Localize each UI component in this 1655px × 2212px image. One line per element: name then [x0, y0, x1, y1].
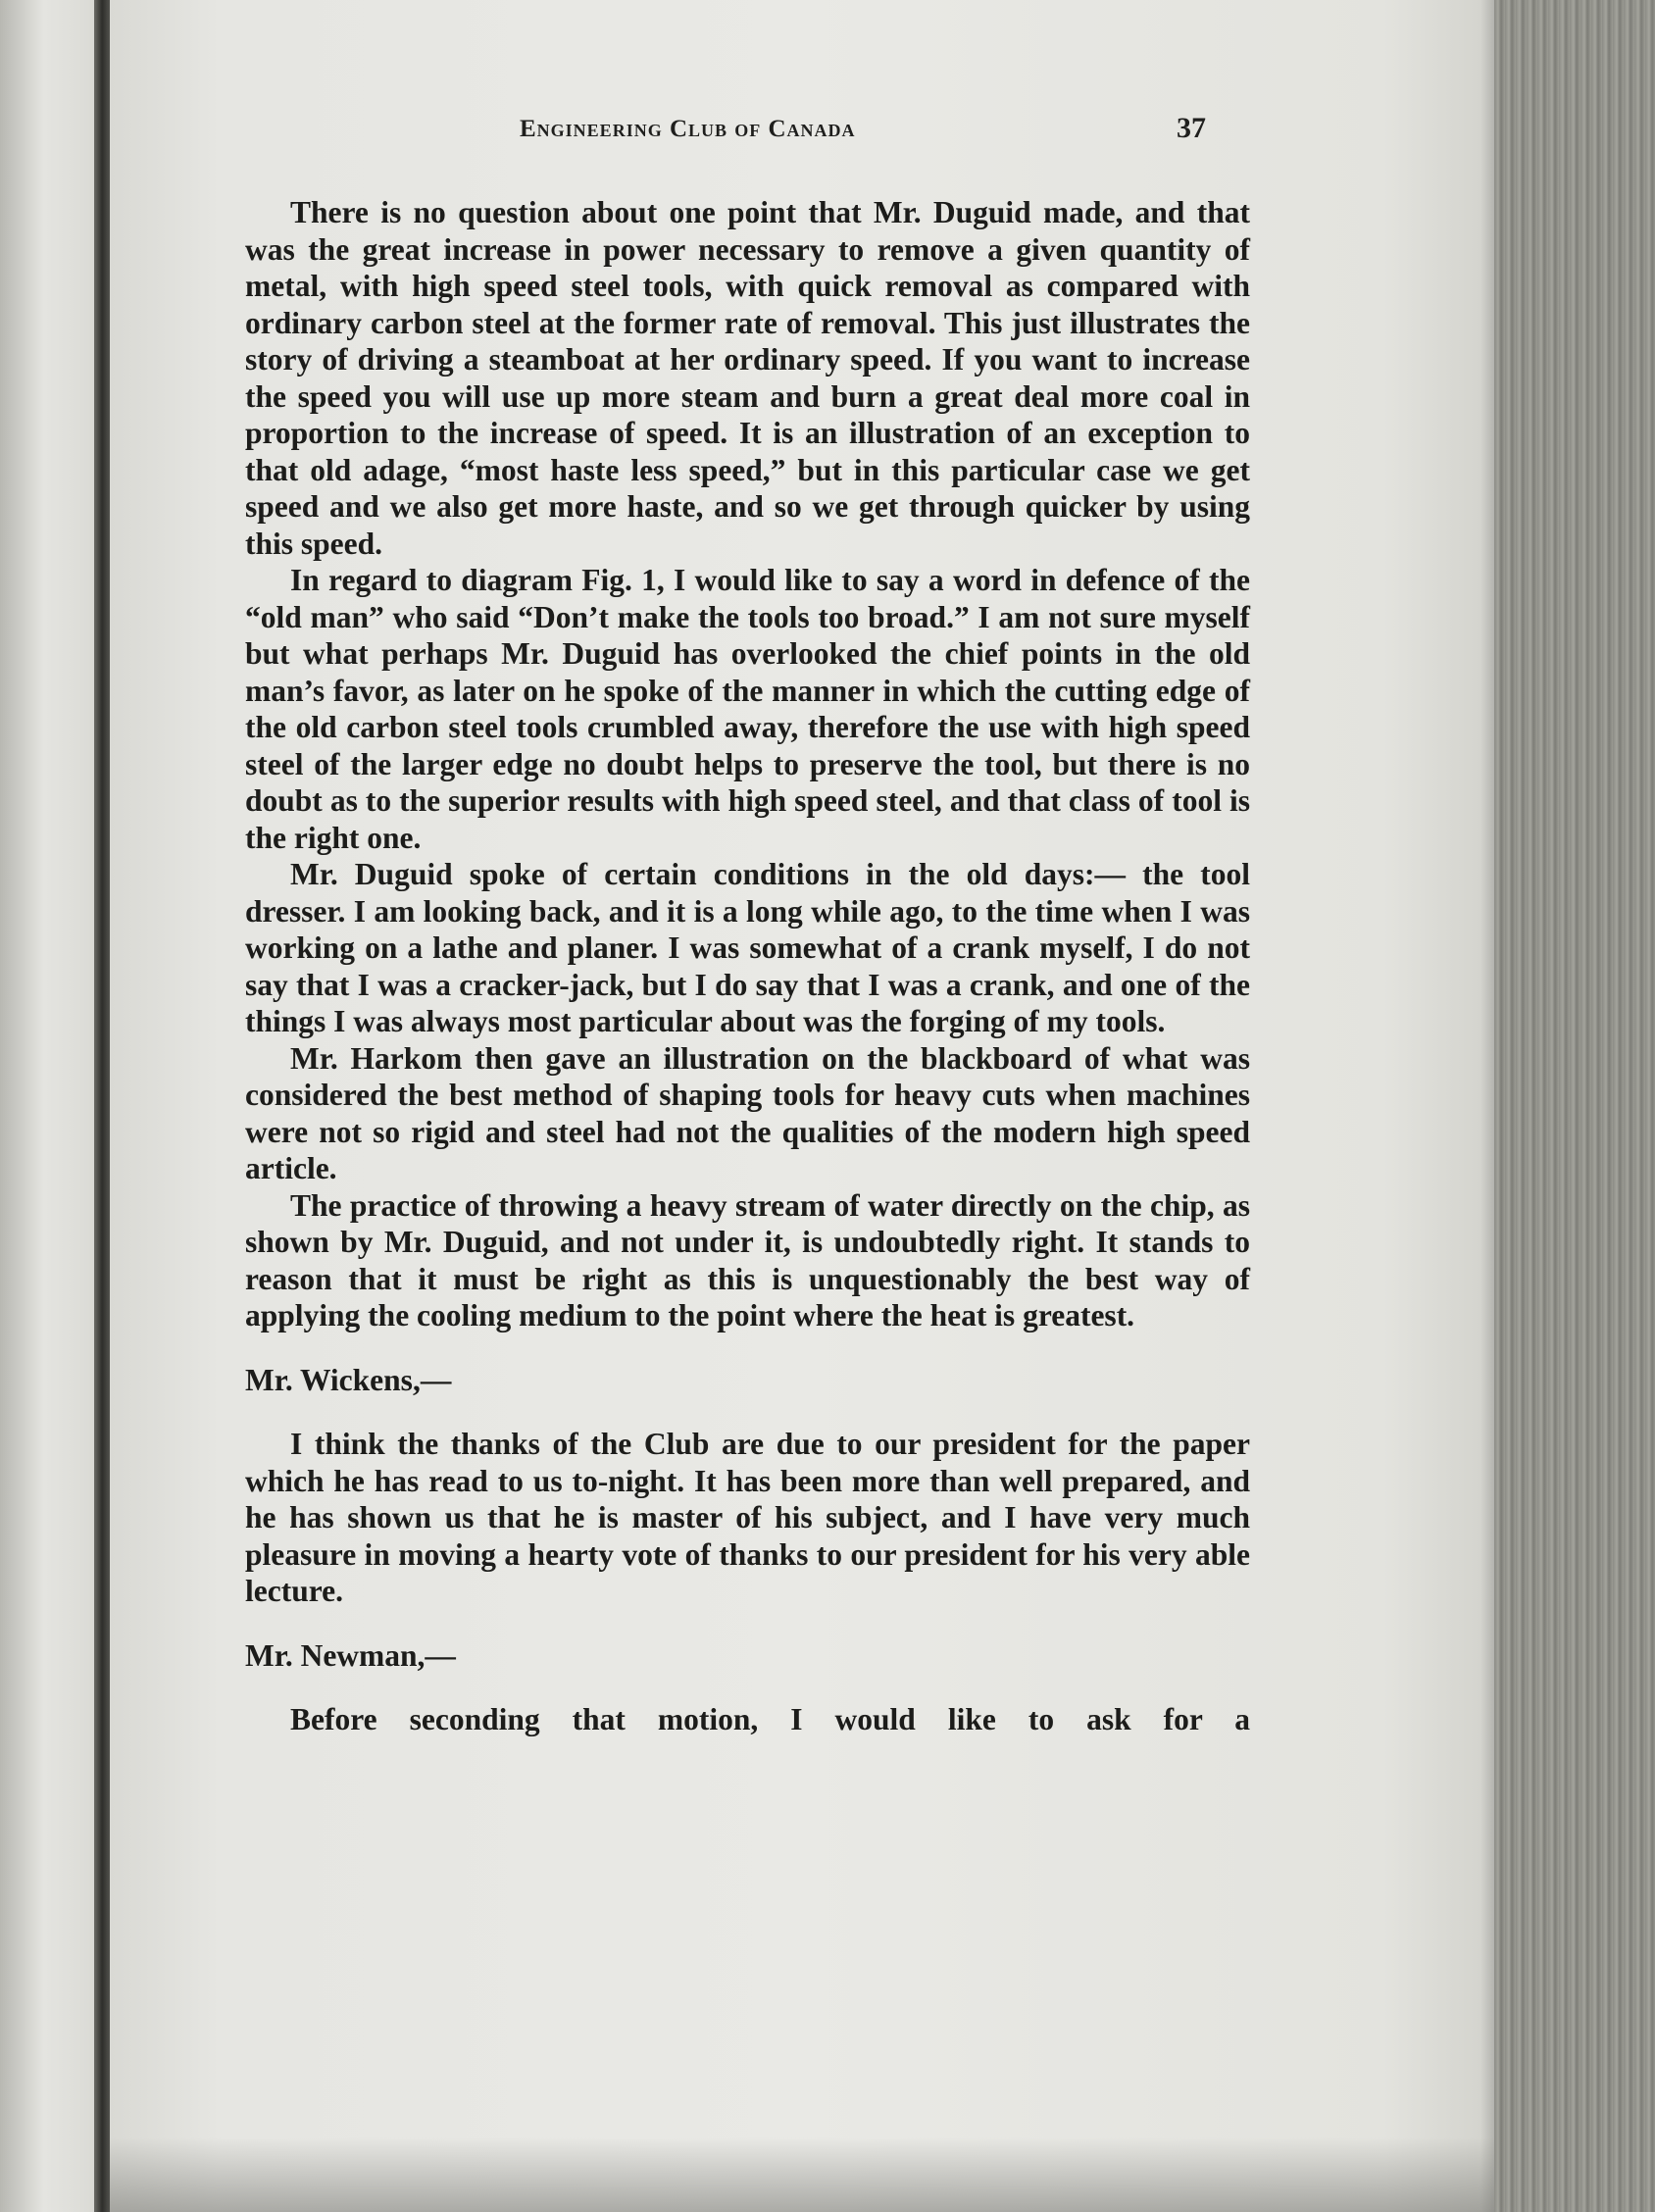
page-header [520, 112, 1206, 155]
page-body [245, 194, 1250, 1738]
paragraph-1: There is no question about one point that Mr. Duguid made, and that was the great increase in power necessary to remove a given quantity of metal, with high speed steel tools, with quick removal as compared with ordinary carbon steel at the former rate of removal. This just illustrates the story of driving a steamboat at her ordinary speed. If you want to increase the speed you will use up more steam and burn a great deal more coal in proportion to the increase of speed. It is an illustration of an exception to that old adage, “most haste less speed,” but in this particular case we get speed and we also get more haste, and so we get through quicker by using this speed. [245, 195, 1250, 561]
paragraph-wickens: I think the thanks of the Club are due to our president for the paper which he has read to us to-night. It has been more than well prepared, and he has shown us that he is master of his subject, and I have very much pleasure in moving a hearty vote of thanks to our president for his very able lecture. [245, 1427, 1250, 1608]
paragraph-3: Mr. Duguid spoke of certain conditions in the old days:— the tool dresser. I am looking back, and it is a long while ago, to the time when I was working on a lathe and planer. I was somewhat of a crank myself, I do not say that I was a cracker-jack, but I do say that I was a crank, and one of the things I was always most particular about was the forging of my tools. [245, 857, 1250, 1038]
page-bottom-shadow [110, 2137, 1494, 2212]
paragraph-5: The practice of throwing a heavy stream of water directly on the chip, as shown by Mr. Duguid, and not under it, is undoubtedly right. It stands to reason that it must be right as this is unquestionably the best way of applying the cooling medium to the point where the heat is greatest. [245, 1187, 1250, 1332]
speaker-newman: Mr. Newman,— [245, 1637, 456, 1673]
page-number: 37 [1177, 112, 1206, 144]
book-cover-edge [1494, 0, 1655, 2212]
paragraph-newman: Before seconding that motion, I would like to ask for a [290, 1702, 1250, 1736]
paragraph-2: In regard to diagram Fig. 1, I would like to say a word in defence of the “old man” who said “Don’t make the tools too broad.” I am not sure myself but what perhaps Mr. Duguid has overlooked the chief points in the old man’s favor, as later on he spoke of the manner in which the cutting edge of the old carbon steel tools crumbled away, therefore the use with high speed steel of the larger edge no doubt helps to preserve the tool, but there is no doubt as to the superior results with high speed steel, and that class of tool is the right one. [245, 563, 1250, 855]
paragraph-4: Mr. Harkom then gave an illustration on the blackboard of what was considered the best method of shaping tools for heavy cuts when machines were not so rigid and steel had not the qualities of the modern high speed article. [245, 1040, 1250, 1185]
speaker-wickens: Mr. Wickens,— [245, 1362, 452, 1397]
running-head: Engineering Club of Canada [520, 116, 856, 142]
